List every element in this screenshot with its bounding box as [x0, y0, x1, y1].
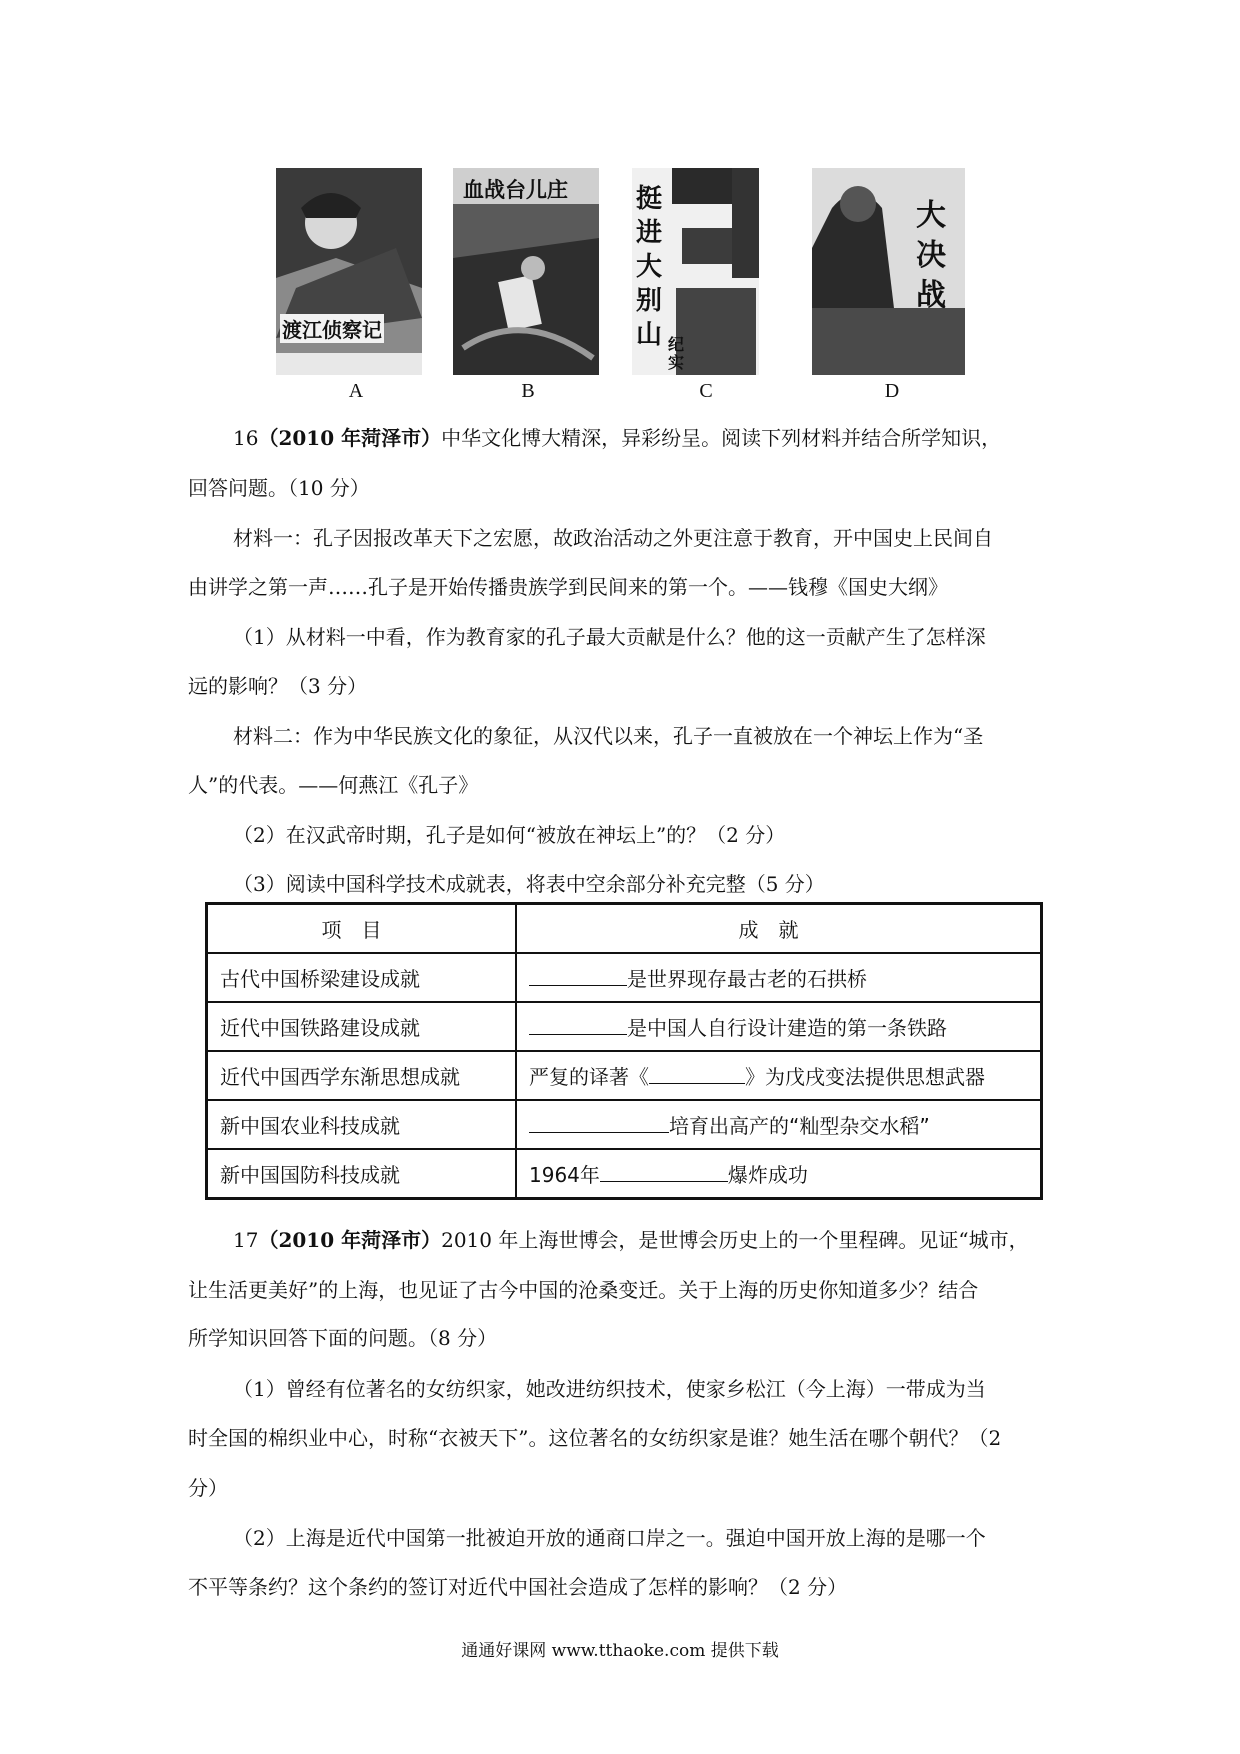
- poster-a-art: [276, 168, 422, 375]
- answer-blank[interactable]: [529, 1114, 669, 1133]
- material1-line1: 材料一：孔子因报改革天下之宏愿，故政治活动之外更注意于教育，开中国史上民间自: [233, 526, 993, 550]
- table-row: [207, 1002, 1042, 1051]
- cell-post: 》为戊戌变法提供思想武器: [745, 1065, 985, 1089]
- q17-sub2-line1: （2）上海是近代中国第一批被迫开放的通商口岸之一。强迫中国开放上海的是哪一个: [233, 1526, 986, 1550]
- table-cell-item: 古代中国桥梁建设成就: [207, 953, 517, 1002]
- cell-post: 爆炸成功: [727, 1163, 808, 1187]
- poster-label-b: B: [521, 380, 535, 402]
- table-row: [207, 1051, 1042, 1100]
- poster-c-subtitle: 纪实: [668, 335, 685, 372]
- q17-source: （2010 年菏泽市）: [258, 1228, 442, 1252]
- cell-post: 是中国人自行设计建造的第一条铁路: [627, 1016, 947, 1040]
- poster-c: [632, 168, 759, 375]
- q16-sub1-line2: 远的影响？（3 分）: [188, 674, 368, 698]
- cell-pre: 严复的译著《: [529, 1065, 649, 1089]
- poster-d: [812, 168, 965, 375]
- poster-d-title: 大决战: [916, 198, 946, 313]
- achievement-table: [205, 902, 1043, 1200]
- table-cell-item: 近代中国铁路建设成就: [207, 1002, 517, 1051]
- q17-line3: 所学知识回答下面的问题。（8 分）: [188, 1326, 498, 1350]
- table-cell-item: 新中国农业科技成就: [207, 1100, 517, 1149]
- answer-blank[interactable]: [649, 1065, 745, 1084]
- table-cell-achievement: [516, 1100, 1042, 1149]
- answer-blank[interactable]: [600, 1163, 728, 1182]
- answer-blank[interactable]: [529, 967, 627, 986]
- q17-line1: [233, 1230, 1029, 1250]
- table-row: [207, 1149, 1042, 1199]
- cell-pre: 1964年: [529, 1163, 600, 1187]
- poster-a-title: 渡江侦察记: [280, 314, 384, 343]
- table-cell-item: 近代中国西学东渐思想成就: [207, 1051, 517, 1100]
- q16-sub3: （3）阅读中国科学技术成就表，将表中空余部分补充完整（5 分）: [233, 872, 825, 896]
- q16-number: 16: [233, 426, 259, 450]
- table-cell-item: 新中国国防科技成就: [207, 1149, 517, 1199]
- table-cell-achievement: [516, 1051, 1042, 1100]
- q16-line1: [233, 428, 1001, 448]
- q16-source: （2010 年菏泽市）: [258, 426, 442, 450]
- page-footer: 通通好课网 www.tthaoke.com 提供下载: [461, 1641, 779, 1661]
- q16-sub1-line1: （1）从材料一中看，作为教育家的孔子最大贡献是什么？他的这一贡献产生了怎样深: [233, 625, 986, 649]
- q17-line2: 让生活更美好”的上海，也见证了古今中国的沧桑变迁。关于上海的历史你知道多少？结合: [188, 1278, 979, 1302]
- table-row: [207, 1100, 1042, 1149]
- table-header-achievement: 成就: [516, 904, 1042, 954]
- q17-sub1-line3: 分）: [188, 1476, 228, 1500]
- table-cell-achievement: [516, 1002, 1042, 1051]
- table-cell-achievement: [516, 953, 1042, 1002]
- q16-intro: 中华文化博大精深，异彩纷呈。阅读下列材料并结合所学知识，: [441, 426, 1002, 450]
- table-header-item: 项目: [207, 904, 517, 954]
- table-row: [207, 953, 1042, 1002]
- q17-number: 17: [233, 1228, 259, 1252]
- material1-line2: 由讲学之第一声……孔子是开始传播贵族学到民间来的第一个。——钱穆《国史大纲》: [188, 575, 948, 599]
- q16-line2: 回答问题。（10 分）: [188, 476, 370, 500]
- table-cell-achievement: [516, 1149, 1042, 1199]
- table-header-row: [207, 904, 1042, 954]
- material2-line1: 材料二：作为中华民族文化的象征，从汉代以来，孔子一直被放在一个神坛上作为“圣: [233, 724, 984, 748]
- poster-b: [453, 168, 599, 375]
- q17-intro: 2010 年上海世博会，是世博会历史上的一个里程碑。见证“城市，: [441, 1228, 1029, 1252]
- poster-label-a: A: [348, 380, 364, 402]
- cell-post: 是世界现存最古老的石拱桥: [627, 967, 867, 991]
- poster-label-c: C: [699, 380, 713, 402]
- q17-sub1-line1: （1）曾经有位著名的女纺织家，她改进纺织技术，使家乡松江（今上海）一带成为当: [233, 1377, 986, 1401]
- q16-sub2: （2）在汉武帝时期，孔子是如何“被放在神坛上”的？（2 分）: [233, 823, 786, 847]
- poster-b-title: 血战台儿庄: [463, 177, 568, 202]
- poster-a: [276, 168, 422, 375]
- poster-label-d: D: [884, 380, 900, 402]
- answer-blank[interactable]: [529, 1016, 627, 1035]
- poster-c-title: 挺进大别山: [636, 184, 663, 350]
- material2-line2: 人”的代表。——何燕江《孔子》: [188, 773, 479, 797]
- q17-sub2-line2: 不平等条约？这个条约的签订对近代中国社会造成了怎样的影响？（2 分）: [188, 1575, 848, 1599]
- q17-sub1-line2: 时全国的棉织业中心，时称“衣被天下”。这位著名的女纺织家是谁？她生活在哪个朝代？（2: [188, 1426, 1002, 1450]
- cell-post: 培育出高产的“籼型杂交水稻”: [669, 1114, 930, 1138]
